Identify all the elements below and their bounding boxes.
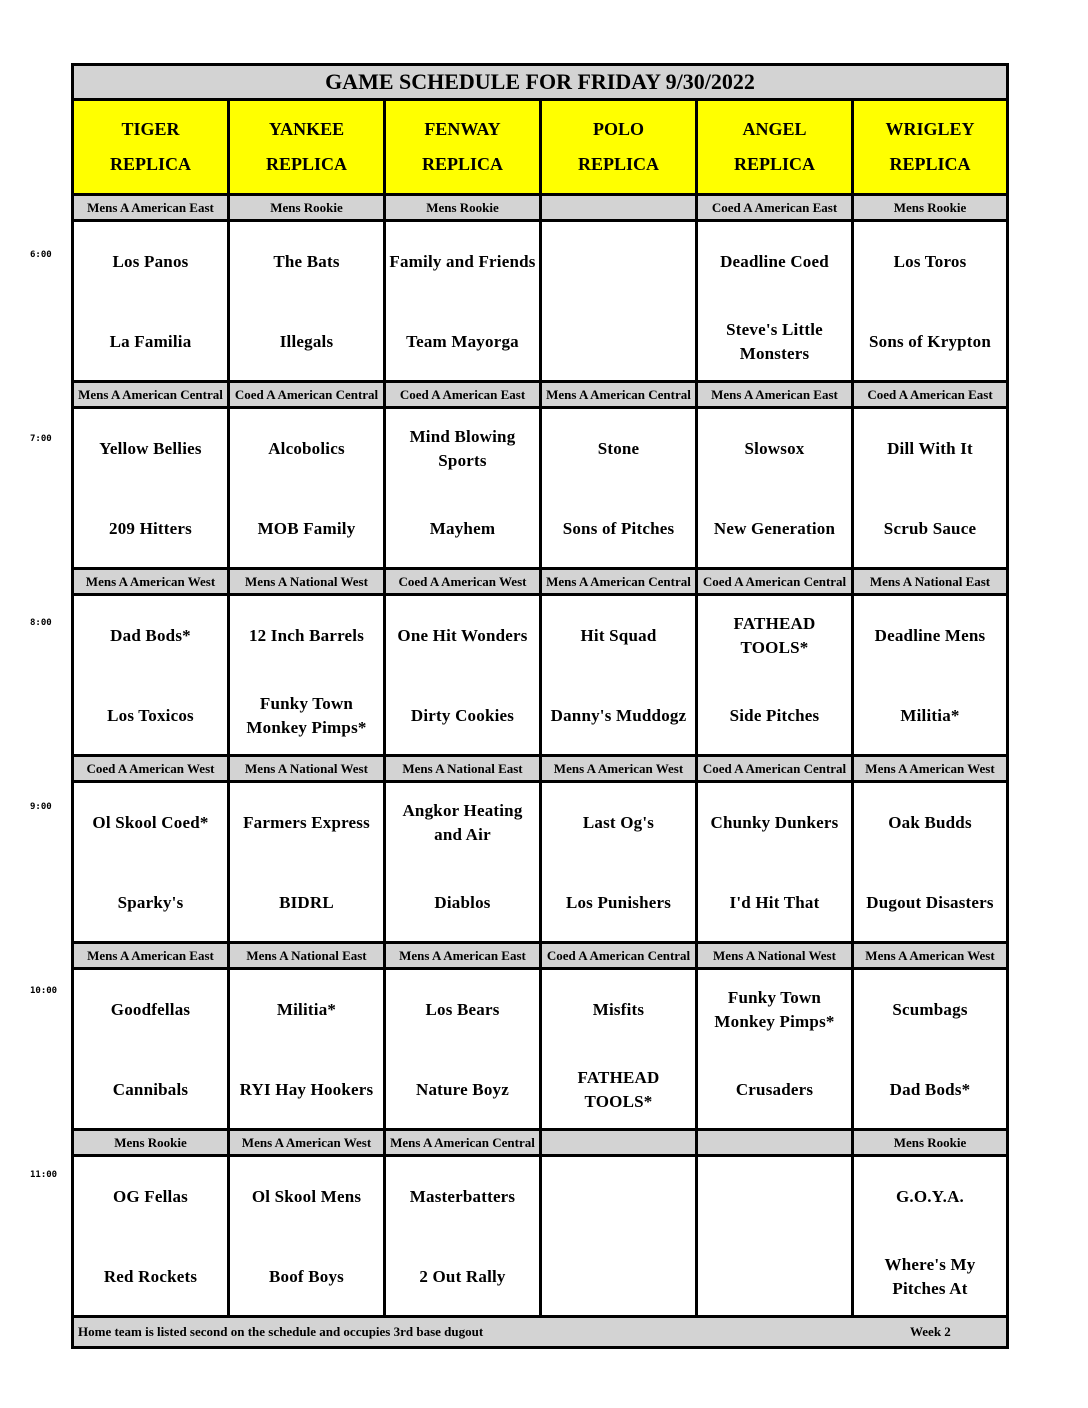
division-cell bbox=[386, 1131, 542, 1154]
away-team: Deadline Mens bbox=[874, 626, 986, 645]
division-cell bbox=[386, 196, 542, 219]
game-cell bbox=[74, 222, 230, 380]
division-label: Mens Rookie bbox=[893, 200, 967, 215]
game-cell bbox=[386, 783, 542, 941]
division-label: Mens A American Central bbox=[78, 387, 223, 402]
game-cell bbox=[854, 596, 1006, 754]
field-sub: REPLICA bbox=[421, 154, 503, 174]
away-team: Alcobolics bbox=[268, 439, 345, 458]
division-label: Mens A American West bbox=[85, 574, 216, 589]
time-label: 10:00 bbox=[30, 986, 58, 996]
home-team: Side Pitches bbox=[729, 706, 820, 725]
game-cell bbox=[386, 222, 542, 380]
division-label: Coed A American Central bbox=[546, 948, 691, 963]
division-label: Mens A American West bbox=[241, 1135, 372, 1150]
division-label: Mens A National West bbox=[713, 948, 836, 963]
away-team: Family and Friends bbox=[389, 252, 536, 271]
away-team: Farmers Express bbox=[243, 813, 370, 832]
away-team bbox=[542, 232, 695, 292]
game-cell bbox=[698, 409, 854, 567]
division-cell bbox=[74, 1131, 230, 1154]
home-team: MOB Family bbox=[257, 519, 356, 538]
division-label: Coed A American East bbox=[867, 387, 993, 402]
time-label: 7:00 bbox=[30, 434, 52, 444]
division-label: Mens A American West bbox=[865, 948, 995, 963]
home-team: Crusaders bbox=[735, 1080, 814, 1099]
division-label: Mens A National West bbox=[245, 761, 368, 776]
home-team: I'd Hit That bbox=[729, 893, 820, 912]
away-team: Misfits bbox=[592, 1000, 645, 1019]
game-cell bbox=[542, 1157, 698, 1315]
home-team: Militia* bbox=[900, 706, 960, 725]
home-team: Dirty Cookies bbox=[410, 706, 515, 725]
game-cell bbox=[854, 783, 1006, 941]
division-label: Mens A American East bbox=[399, 948, 526, 963]
division-label: Mens A American East bbox=[87, 200, 214, 215]
division-cell bbox=[698, 196, 854, 219]
field-sub: REPLICA bbox=[889, 154, 971, 174]
home-team: Illegals bbox=[279, 332, 334, 351]
division-cell bbox=[854, 1131, 1006, 1154]
home-team: Diablos bbox=[434, 893, 491, 912]
away-team: 12 Inch Barrels bbox=[248, 626, 365, 645]
field-name: YANKEE bbox=[268, 119, 345, 139]
game-cell bbox=[74, 409, 230, 567]
away-team: Goodfellas bbox=[110, 1000, 191, 1019]
field-name: FENWAY bbox=[424, 119, 501, 139]
division-cell bbox=[230, 1131, 386, 1154]
game-cell bbox=[542, 222, 698, 380]
division-row bbox=[74, 757, 1006, 783]
away-team: Funky Town Monkey Pimps* bbox=[714, 988, 835, 1031]
division-cell bbox=[542, 383, 698, 406]
division-cell bbox=[854, 757, 1006, 780]
division-cell bbox=[386, 944, 542, 967]
division-label: Mens A National East bbox=[869, 574, 991, 589]
division-label: Mens A American West bbox=[553, 761, 684, 776]
home-team: Scrub Sauce bbox=[883, 519, 977, 538]
field-header-row bbox=[74, 101, 1006, 196]
away-team: Dad Bods* bbox=[110, 626, 191, 645]
home-team: Funky Town Monkey Pimps* bbox=[246, 694, 367, 737]
game-row bbox=[74, 596, 1006, 757]
game-cell bbox=[386, 596, 542, 754]
division-row bbox=[74, 570, 1006, 596]
division-cell bbox=[74, 757, 230, 780]
division-label: Mens A American Central bbox=[546, 387, 691, 402]
game-row bbox=[74, 409, 1006, 570]
away-team: OG Fellas bbox=[113, 1187, 188, 1206]
division-cell bbox=[542, 757, 698, 780]
away-team: Scumbags bbox=[892, 1000, 968, 1019]
division-label: Coed A American East bbox=[711, 200, 838, 215]
field-sub: REPLICA bbox=[265, 154, 347, 174]
division-cell bbox=[854, 383, 1006, 406]
division-cell bbox=[542, 196, 698, 219]
game-cell bbox=[230, 783, 386, 941]
game-cell bbox=[854, 970, 1006, 1128]
division-cell bbox=[230, 944, 386, 967]
home-team: Where's My Pitches At bbox=[884, 1255, 976, 1298]
game-cell bbox=[386, 1157, 542, 1315]
division-cell bbox=[230, 383, 386, 406]
away-team: Los Panos bbox=[112, 252, 189, 271]
division-label: Coed A American West bbox=[86, 761, 215, 776]
home-team: Danny's Muddogz bbox=[550, 706, 687, 725]
division-label: Coed A American East bbox=[399, 387, 526, 402]
away-team: Stone bbox=[597, 439, 640, 458]
division-cell bbox=[698, 944, 854, 967]
home-team: FATHEAD TOOLS* bbox=[577, 1068, 660, 1111]
division-cell bbox=[542, 944, 698, 967]
division-label: Mens Rookie bbox=[426, 200, 499, 215]
away-team: Los Toros bbox=[893, 252, 967, 271]
home-team: Red Rockets bbox=[103, 1267, 198, 1286]
time-slots bbox=[74, 196, 1006, 1318]
game-cell bbox=[854, 1157, 1006, 1315]
game-cell bbox=[386, 409, 542, 567]
home-team: Mayhem bbox=[429, 519, 496, 538]
home-team: Los Punishers bbox=[565, 893, 672, 912]
away-team: Chunky Dunkers bbox=[710, 813, 839, 832]
division-cell bbox=[698, 570, 854, 593]
game-cell bbox=[230, 1157, 386, 1315]
division-cell bbox=[854, 944, 1006, 967]
game-cell bbox=[698, 783, 854, 941]
division-cell bbox=[230, 757, 386, 780]
division-cell bbox=[230, 570, 386, 593]
home-team: Sparky's bbox=[117, 893, 184, 912]
game-cell bbox=[542, 596, 698, 754]
away-team: Deadline Coed bbox=[720, 252, 829, 271]
division-cell bbox=[386, 383, 542, 406]
away-team: One Hit Wonders bbox=[397, 626, 528, 645]
away-team: Los Bears bbox=[425, 1000, 500, 1019]
division-row bbox=[74, 1131, 1006, 1157]
game-cell bbox=[74, 970, 230, 1128]
division-label: Mens A American East bbox=[711, 387, 838, 402]
field-sub: REPLICA bbox=[733, 154, 815, 174]
home-team: Sons of Pitches bbox=[562, 519, 675, 538]
home-team bbox=[698, 1247, 851, 1307]
division-label: Mens A National West bbox=[245, 574, 368, 589]
field-name: TIGER bbox=[121, 119, 180, 139]
away-team: G.O.Y.A. bbox=[895, 1187, 965, 1206]
field-name: WRIGLEY bbox=[885, 119, 975, 139]
division-cell bbox=[854, 570, 1006, 593]
game-row bbox=[74, 783, 1006, 944]
game-cell bbox=[698, 1157, 854, 1315]
division-row bbox=[74, 944, 1006, 970]
field-sub: REPLICA bbox=[577, 154, 659, 174]
game-cell bbox=[854, 409, 1006, 567]
field-header-angel bbox=[698, 101, 854, 193]
home-team: Sons of Krypton bbox=[868, 332, 992, 351]
away-team: Ol Skool Coed* bbox=[92, 813, 209, 832]
division-label: Mens Rookie bbox=[893, 1135, 967, 1150]
away-team: Dill With It bbox=[887, 439, 973, 458]
home-team: Boof Boys bbox=[268, 1267, 344, 1286]
time-label: 8:00 bbox=[30, 618, 52, 628]
time-label: 11:00 bbox=[30, 1170, 58, 1180]
footer-note: Home team is listed second on the schedule and occupies 3rd base dugout bbox=[78, 1324, 484, 1339]
division-cell bbox=[74, 570, 230, 593]
division-cell bbox=[74, 196, 230, 219]
game-cell bbox=[230, 222, 386, 380]
away-team: Militia* bbox=[276, 1000, 337, 1019]
field-header-polo bbox=[542, 101, 698, 193]
away-team: Slowsox bbox=[744, 439, 805, 458]
home-team: New Generation bbox=[713, 519, 836, 538]
away-team: Yellow Bellies bbox=[99, 439, 202, 458]
division-cell bbox=[854, 196, 1006, 219]
week-label: Week 2 bbox=[910, 1324, 951, 1339]
schedule-title: GAME SCHEDULE FOR FRIDAY 9/30/2022 bbox=[74, 66, 1006, 101]
schedule-table bbox=[71, 63, 1009, 1349]
division-cell bbox=[74, 944, 230, 967]
division-cell bbox=[698, 383, 854, 406]
division-cell bbox=[542, 570, 698, 593]
game-cell bbox=[698, 596, 854, 754]
division-label: Mens A American Central bbox=[546, 574, 691, 589]
division-cell bbox=[74, 383, 230, 406]
field-header-yankee bbox=[230, 101, 386, 193]
time-label: 9:00 bbox=[30, 802, 52, 812]
game-cell bbox=[230, 596, 386, 754]
game-row bbox=[74, 222, 1006, 383]
away-team: Last Og's bbox=[582, 813, 655, 832]
time-label: 6:00 bbox=[30, 250, 52, 260]
away-team bbox=[542, 1167, 695, 1227]
division-row bbox=[74, 383, 1006, 409]
division-label: Mens Rookie bbox=[270, 200, 343, 215]
field-name: ANGEL bbox=[742, 119, 807, 139]
division-row bbox=[74, 196, 1006, 222]
division-cell bbox=[230, 196, 386, 219]
home-team: Team Mayorga bbox=[406, 332, 519, 351]
game-cell bbox=[230, 970, 386, 1128]
division-cell bbox=[542, 1131, 698, 1154]
away-team: The Bats bbox=[273, 252, 340, 271]
division-label: Mens A American West bbox=[865, 761, 995, 776]
game-row bbox=[74, 1157, 1006, 1318]
game-cell bbox=[542, 970, 698, 1128]
game-cell bbox=[230, 409, 386, 567]
home-team bbox=[542, 1247, 695, 1307]
home-team: Dugout Disasters bbox=[866, 893, 994, 912]
home-team: 209 Hitters bbox=[109, 519, 192, 538]
away-team: Angkor Heating and Air bbox=[402, 801, 523, 844]
home-team bbox=[542, 312, 695, 372]
home-team: Cannibals bbox=[112, 1080, 189, 1099]
home-team: Los Toxicos bbox=[107, 706, 194, 725]
home-team: BIDRL bbox=[279, 893, 334, 912]
game-cell bbox=[74, 596, 230, 754]
field-header-tiger bbox=[74, 101, 230, 193]
division-label: Coed A American Central bbox=[702, 574, 847, 589]
home-team: RYI Hay Hookers bbox=[239, 1080, 374, 1099]
game-cell bbox=[698, 222, 854, 380]
game-cell bbox=[542, 783, 698, 941]
field-sub: REPLICA bbox=[109, 154, 191, 174]
field-header-wrigley bbox=[854, 101, 1006, 193]
division-label: Coed A American Central bbox=[234, 387, 379, 402]
away-team: Oak Budds bbox=[888, 813, 972, 832]
division-label: Mens A National East bbox=[246, 948, 367, 963]
home-team: Dad Bods* bbox=[889, 1080, 971, 1099]
division-label: Mens Rookie bbox=[114, 1135, 187, 1150]
division-label: Mens A National East bbox=[402, 761, 523, 776]
game-cell bbox=[542, 409, 698, 567]
home-team: Nature Boyz bbox=[415, 1080, 509, 1099]
footer bbox=[74, 1318, 1006, 1346]
game-cell bbox=[854, 222, 1006, 380]
division-label: Coed A American West bbox=[398, 574, 527, 589]
game-cell bbox=[698, 970, 854, 1128]
away-team: FATHEAD TOOLS* bbox=[733, 614, 816, 657]
game-cell bbox=[74, 783, 230, 941]
home-team: Steve's Little Monsters bbox=[726, 320, 823, 363]
away-team: Mind Blowing Sports bbox=[409, 427, 516, 470]
field-header-fenway bbox=[386, 101, 542, 193]
game-cell bbox=[74, 1157, 230, 1315]
away-team: Masterbatters bbox=[409, 1187, 516, 1206]
away-team: Hit Squad bbox=[580, 626, 657, 645]
division-cell bbox=[386, 757, 542, 780]
division-label: Mens A American East bbox=[87, 948, 214, 963]
division-cell bbox=[698, 1131, 854, 1154]
away-team: Ol Skool Mens bbox=[251, 1187, 362, 1206]
game-cell bbox=[386, 970, 542, 1128]
field-name: POLO bbox=[592, 119, 644, 139]
division-label: Coed A American Central bbox=[702, 761, 847, 776]
division-cell bbox=[386, 570, 542, 593]
away-team bbox=[698, 1167, 851, 1227]
home-team: La Familia bbox=[109, 332, 192, 351]
division-cell bbox=[698, 757, 854, 780]
home-team: 2 Out Rally bbox=[419, 1267, 506, 1286]
game-row bbox=[74, 970, 1006, 1131]
division-label: Mens A American Central bbox=[390, 1135, 535, 1150]
